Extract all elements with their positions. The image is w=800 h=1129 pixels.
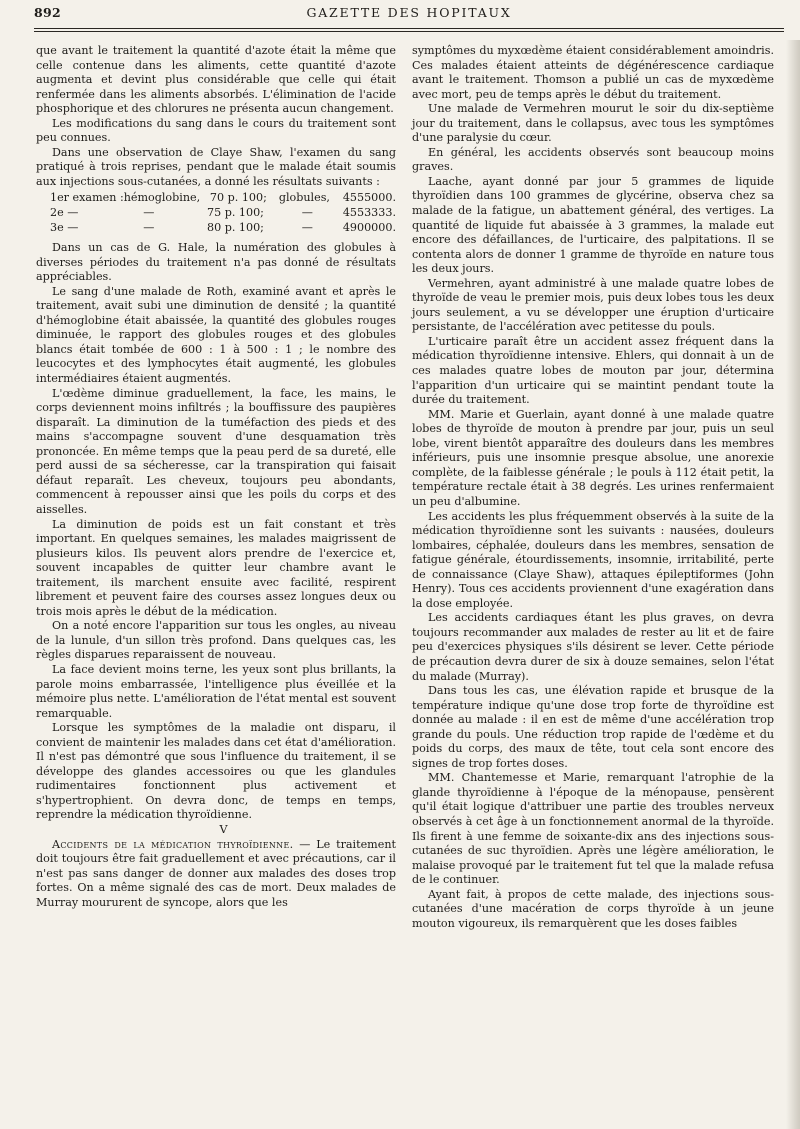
header-rule-thin: [34, 31, 784, 32]
left-column: [36, 44, 396, 910]
paragraph: La diminution de poids est un fait constant et très important. En quelques semaines, les malades maigrissent de plusieurs kilos. Ils peuvent alors prendre de l'exercice et, souvent incapables de quitter leur chambre avant le traitement, ils marchent ensuite avec facilité, respirent librement et peuvent faire des courses assez longues deux ou trois mois après le début de la médication.: [36, 517, 396, 618]
right-column: [412, 44, 774, 931]
paragraph: Les accidents cardiaques étant les plus graves, on devra toujours recommander aux malades de rester au lit et de faire peu d'exercices physiques s'ils désirent se lever. Cette période de précaution devra durer de six à douze semaines, selon l'état du malade (Murray).: [412, 611, 774, 683]
exam-number: 2e —: [50, 206, 79, 220]
paragraph: Dans un cas de G. Hale, la numération des globules à diverses périodes du traitement n'a pas donné de résultats appréciables.: [36, 241, 396, 284]
paragraph: Lorsque les symptômes de la maladie ont disparu, il convient de maintenir les malades dans cet état d'amélioration. Il n'est pas démontré que sous l'influence du traitement, il se développe des glandes accessoires ou que les glandules rudimentaires fonctionnent plus activement et s'hypertrophient. On devra donc, de temps en temps, reprendre la médication thyroïdienne.: [36, 721, 396, 822]
paragraph: On a noté encore l'apparition sur tous les ongles, au niveau de la lunule, d'un sillon très profond. Dans quelques cas, les règles disparues reparaissent de nouveau.: [36, 619, 396, 662]
exam-row: [50, 206, 396, 221]
globules-value: 4900000.: [342, 220, 396, 234]
paragraph: L'œdème diminue graduellement, la face, les mains, le corps deviennent moins infiltrés ; la bouffissure des paupières disparaît. La diminution de la tuméfaction des pieds et des mains s'accompagne souvent d'une desquamation très prononcée. En même temps que la peau perd de sa dureté, elle perd aussi de sa sécheresse, car la transpiration qui faisait défaut reparaît. Les cheveux, toujours peu abondants, commencent à repousser ainsi que les poils du corps et des aisselles.: [36, 386, 396, 516]
paragraph: [36, 838, 396, 911]
page-edge-shadow: [786, 40, 800, 1129]
exam-number: 3e —: [50, 220, 79, 234]
exam-number: 1er examen :: [50, 191, 124, 205]
paragraph: MM. Marie et Guerlain, ayant donné à une malade quatre lobes de thyroïde de mouton à prendre par jour, puis un seul lobe, virent bientôt apparaître des douleurs dans les membres inférieurs, puis une insomnie presque absolue, une anorexie complète, de la faiblesse générale ; le pouls à 112 était petit, la température rectale était à 38 degrés. Les urines renfermaient un peu d'albumine.: [412, 407, 774, 508]
paragraph: Les modifications du sang dans le cours du traitement sont peu connues.: [36, 116, 396, 145]
paragraph: Les accidents les plus fréquemment observés à la suite de la médication thyroïdienne sont les suivants : nausées, douleurs lombaires, céphalée, douleurs dans les membres, sensation de fatigue générale, étourdissements, insomnie, irritabilité, perte de connaissance (Claye Shaw), attaques épileptiformes (John Henry). Tous ces accidents proviennent d'une exagération dans la dose employée.: [412, 509, 774, 610]
hemoglobin-value: 75 p. 100;: [206, 206, 264, 220]
hemoglobin-value: 70 p. 100;: [209, 191, 267, 205]
header-rule: [34, 28, 784, 29]
paragraph: La face devient moins terne, les yeux sont plus brillants, la parole moins embarrassée, l'intelligence plus éveillée et la mémoire plus nette. L'amélioration de l'état mental est souvent remarquable.: [36, 662, 396, 720]
globules-label: —: [301, 206, 313, 220]
hemoglobin-value: 80 p. 100;: [206, 220, 264, 234]
section-heading: Accidents de la médication thyroïdienne.: [52, 837, 294, 851]
exam-label: hémoglobine,: [123, 191, 201, 205]
globules-value: 4555000.: [342, 191, 396, 205]
globules-value: 4553333.: [342, 206, 396, 220]
paragraph: que avant le traitement la quantité d'azote était la même que celle contenue dans les aliments, cette quantité d'azote augmenta et devint plus considérable que celle qui était renfermée dans les aliments absorbés. L'élimination de l'acide phosphorique et des chlorures ne présenta aucun changement.: [36, 44, 396, 116]
paragraph: Ayant fait, à propos de cette malade, des injections sous-cutanées d'une macération de corps thyroïde à un jeune mouton vigoureux, ils remarquèrent que les doses faibles: [412, 887, 774, 930]
paragraph: Laache, ayant donné par jour 5 grammes de liquide thyroïdien dans 100 grammes de glycérine, observa chez sa malade de la fatigue, un abattement général, des vertiges. La quantité de liquide fut abaissée à 3 grammes, la malade eut encore des défaillances, de l'urticaire, des palpitations. Il se contenta alors de donner 1 gramme de thyroïde en nature tous les deux jours.: [412, 174, 774, 276]
exam-label: —: [143, 220, 155, 234]
paragraph-text: — Le traitement doit toujours être fait graduellement et avec précautions, car il n'est pas sans danger de donner aux malades des doses trop fortes. On a même signalé des cas de mort. Deux malades de Murray moururent de syncope, alors que les: [36, 837, 396, 909]
paragraph: Une malade de Vermehren mourut le soir du dix-septième jour du traitement, dans le collapsus, avec tous les symptômes d'une paralysie du cœur.: [412, 102, 774, 145]
paragraph: Dans une observation de Claye Shaw, l'examen du sang pratiqué à trois reprises, pendant que le malade était soumis aux injections sous-cutanées, a donné les résultats suivants :: [36, 145, 396, 188]
paragraph: Dans tous les cas, une élévation rapide et brusque de la température indique qu'une dose trop forte de thyroïdine est donnée au malade : il en est de même d'une accélération trop grande du pouls. Une réduction trop rapide de l'œdème et du poids du corps, des maux de tête, tout cela sont encore des signes de trop fortes doses.: [412, 684, 774, 770]
exam-row: [50, 191, 396, 206]
paragraph: Le sang d'une malade de Roth, examiné avant et après le traitement, avait subi une diminution de densité ; la quantité d'hémoglobine était abaissée, la quantité des globules rouges diminuée, le rapport des globules rouges et des globules blancs était tombée de 600 : 1 à 500 : 1 ; le nombre des leucocytes et des lymphocytes était augmenté, les globules intermédiaires étaient augmentés.: [36, 284, 396, 386]
paragraph: En général, les accidents observés sont beaucoup moins graves.: [412, 145, 774, 174]
paragraph: Vermehren, ayant administré à une malade quatre lobes de thyroïde de veau le premier mois, puis deux lobes tous les deux jours seulement, a vu se développer une éruption d'urticaire persistante, de l'accélération avec petitesse du pouls.: [412, 276, 774, 334]
blood-exam-table: [50, 191, 396, 235]
exam-row: [50, 221, 396, 236]
globules-label: globules,: [278, 191, 330, 205]
page-number: 892: [34, 5, 61, 20]
running-title: GAZETTE DES HOPITAUX: [306, 5, 512, 20]
globules-label: —: [301, 220, 313, 234]
paragraph: symptômes du myxœdème étaient considérablement amoindris. Ces malades étaient atteints de dégénérescence cardiaque avant le traitement. Thomson a publié un cas de myxœdème avec mort, peu de temps après le début du traitement.: [412, 44, 774, 101]
section-numeral: V: [219, 822, 229, 836]
exam-label: —: [143, 206, 155, 220]
paragraph: L'urticaire paraît être un accident assez fréquent dans la médication thyroïdienne intensive. Ehlers, qui donnait à un de ces malades quatre lobes de mouton par jour, détermina l'apparition d'un urticaire qui se maintint pendant toute la durée du traitement.: [412, 334, 774, 407]
paragraph: MM. Chantemesse et Marie, remarquant l'atrophie de la glande thyroïdienne à l'époque de la ménopause, pensèrent qu'il était logique d'attribuer une partie des troubles nerveux observés à cet âge à un fonctionnement anormal de la thyroïde. Ils firent à une femme de soixante-dix ans des injections sous-cutanées de suc thyroïdien. Après une légère amélioration, le malaise provoqué par le traitement fut tel que la malade refusa de le continuer.: [412, 771, 774, 887]
